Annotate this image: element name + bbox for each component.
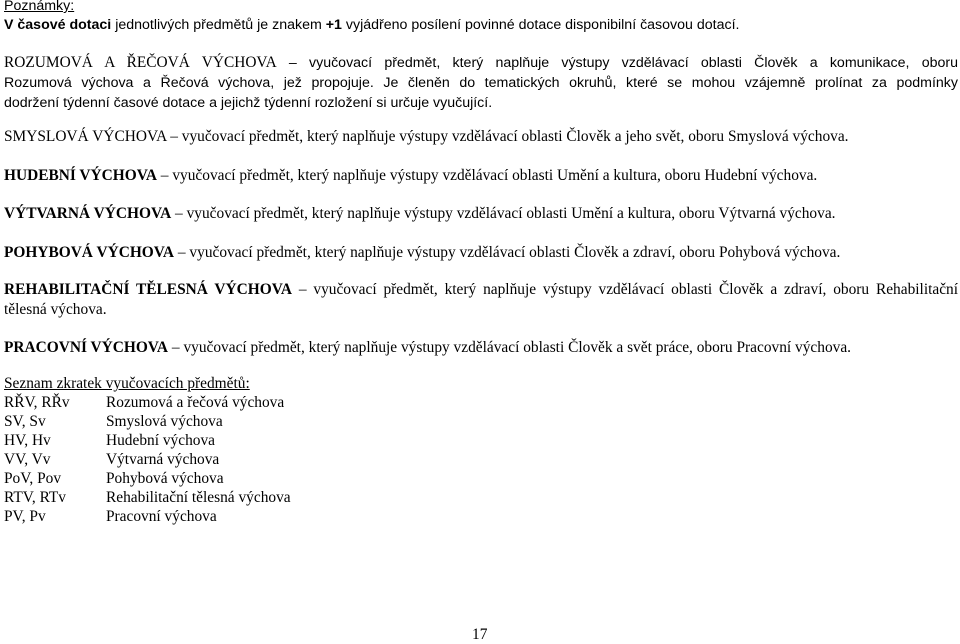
subject-hudebni <box>4 166 817 185</box>
rozumova-paragraph <box>4 53 958 113</box>
notes-section <box>4 0 739 35</box>
rozumova-line2-a: Rozumová výchova a Řečová výchova, jež propojuje. <box>4 75 374 91</box>
subject-rehabilitacni <box>4 280 958 320</box>
subject-text: – vyučovací předmět, který naplňuje výstupy vzdělávací oblasti Umění a kultura, oboru Výtvarná výchova. <box>171 205 836 222</box>
rozumova-line2-b: Je členěn do tematických okruhů, které se mohou vzájemně prolínat za podmínky <box>373 75 958 91</box>
rozumova-line-1 <box>4 53 958 73</box>
abbr-name: Výtvarná výchova <box>106 451 220 468</box>
table-row <box>4 431 291 450</box>
subject-title: HUDEBNÍ VÝCHOVA <box>4 167 157 184</box>
abbr-code: VV, Vv <box>4 451 51 468</box>
subject-title: POHYBOVÁ VÝCHOVA <box>4 244 175 261</box>
abbr-name: Rozumová a řečová výchova <box>106 394 285 411</box>
subject-title: REHABILITAČNÍ TĚLESNÁ VÝCHOVA <box>4 281 292 298</box>
abbreviations-section <box>4 374 291 526</box>
subject-vytvarna <box>4 204 836 223</box>
table-row <box>4 488 291 507</box>
abbr-code: RŘV, RŘv <box>4 394 70 411</box>
abbr-name: Pracovní výchova <box>106 508 217 525</box>
abbr-code: PoV, Pov <box>4 470 62 487</box>
subject-text: – vyučovací předmět, který naplňuje výstupy vzdělávací oblasti Člověk a zdraví, oboru Rehabilitační tělesná výchova. <box>4 281 959 318</box>
subject-text: – vyučovací předmět, který naplňuje výstupy vzdělávací oblasti Člověk a svět práce, oboru Pracovní výchova. <box>168 339 852 356</box>
subject-title: SMYSLOVÁ VÝCHOVA <box>4 128 167 145</box>
subject-text: – vyučovací předmět, který naplňuje výstupy vzdělávací oblasti Člověk a zdraví, oboru Pohybová výchova. <box>174 244 841 261</box>
notes-hours-rest-2: vyjádřeno posílení povinné dotace disponibilní časovou dotací. <box>341 17 740 33</box>
abbr-code: SV, Sv <box>4 413 46 430</box>
abbr-code: PV, Pv <box>4 508 46 525</box>
rozumova-line-3: dodržení týdenní časové dotace a jejichž týdenní rozložení si určuje vyučující. <box>4 95 493 111</box>
subject-pohybova <box>4 243 840 262</box>
notes-hours-sign: +1 <box>325 17 342 33</box>
subject-title: PRACOVNÍ VÝCHOVA <box>4 339 169 356</box>
notes-hours-text <box>4 16 739 35</box>
abbr-code: HV, Hv <box>4 432 51 449</box>
table-row <box>4 469 291 488</box>
abbr-name: Pohybová výchova <box>106 470 224 487</box>
abbr-code: RTV, RTv <box>4 489 67 506</box>
table-row <box>4 450 291 469</box>
abbr-name: Rehabilitační tělesná výchova <box>106 489 291 506</box>
subject-pracovni <box>4 338 851 357</box>
abbr-name: Smyslová výchova <box>106 413 223 430</box>
subject-text: – vyučovací předmět, který naplňuje výstupy vzdělávací oblasti Umění a kultura, oboru Hudební výchova. <box>156 167 818 184</box>
notes-hours-rest-1: jednotlivých předmětů je znakem <box>111 17 326 33</box>
table-row <box>4 393 291 412</box>
rozumova-line1-rest: – vyučovací předmět, který naplňuje výstupy vzdělávací oblasti Člověk a komunikace, oboru <box>276 55 958 71</box>
subject-title: VÝTVARNÁ VÝCHOVA <box>4 205 172 222</box>
abbreviations-heading: Seznam zkratek vyučovacích předmětů: <box>4 375 250 392</box>
subject-text: – vyučovací předmět, který naplňuje výstupy vzdělávací oblasti Člověk a jeho svět, oboru Smyslová výchova. <box>166 128 849 145</box>
subject-smyslova <box>4 127 849 146</box>
page-number: 17 <box>472 626 488 643</box>
table-row <box>4 412 291 431</box>
table-row <box>4 507 291 526</box>
rozumova-line-2 <box>4 73 958 93</box>
abbr-name: Hudební výchova <box>106 432 215 449</box>
rozumova-title: ROZUMOVÁ A ŘEČOVÁ VÝCHOVA <box>4 54 277 71</box>
abbreviations-table <box>4 393 291 526</box>
notes-heading: Poznámky: <box>4 0 75 14</box>
notes-hours-intro: V časové dotaci <box>4 17 112 33</box>
